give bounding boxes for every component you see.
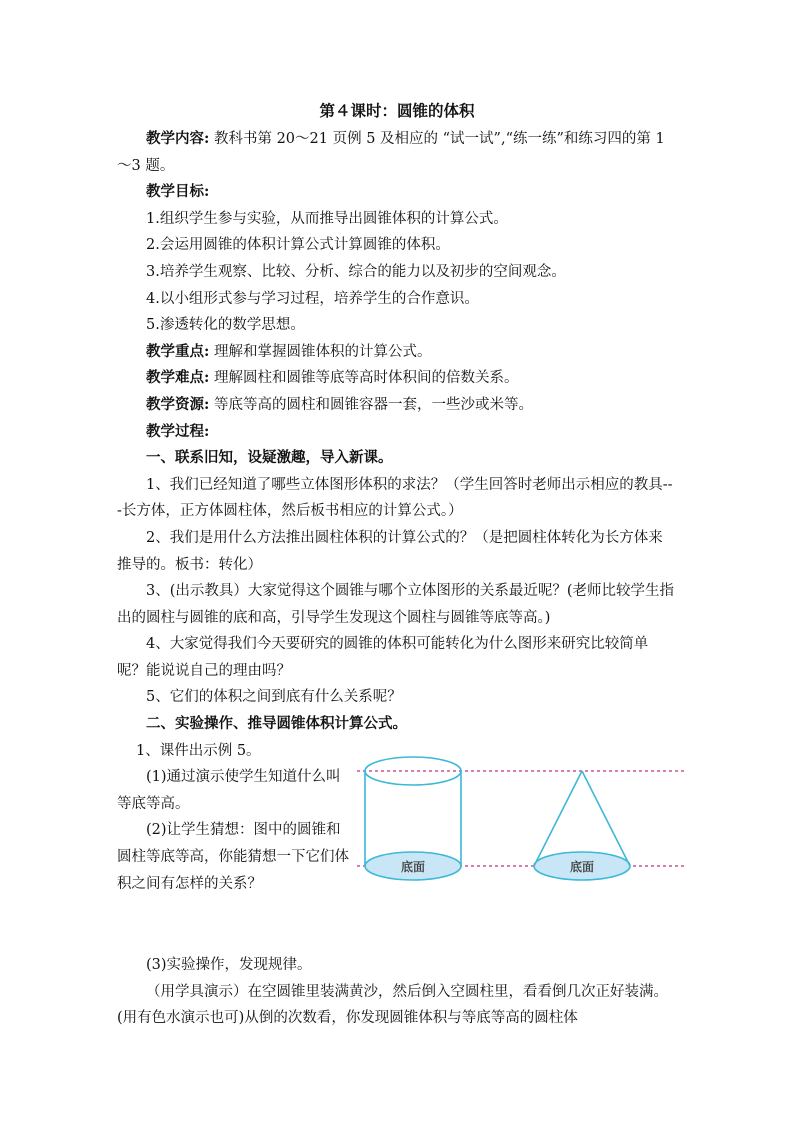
cone-base-label: 底面	[569, 860, 595, 875]
difficulty-label: 教学难点:	[146, 369, 210, 387]
cylinder-base-label: 底面	[400, 860, 426, 875]
section1-heading: 一、联系旧知，设疑激趣，导入新课。	[146, 449, 393, 467]
section1-item: 3、(出示教具）大家觉得这个圆锥与哪个立体图形的关系最近呢？(老师比较学生指出的圆柱与圆锥的底和高，引导学生发现这个圆柱与圆锥等底等高。)	[117, 583, 675, 626]
resources	[117, 392, 677, 419]
process-heading: 教学过程:	[146, 422, 210, 440]
sub-item: (2)让学生猜想：图中的圆锥和圆柱等底等高，你能猜想一下它们体积之间有怎样的关系？	[117, 822, 349, 892]
lesson-page	[117, 99, 677, 1032]
content-label: 教学内容:	[146, 130, 210, 147]
content-paragraph	[117, 126, 677, 179]
key-text: 理解和掌握圆锥体积的计算公式。	[209, 343, 432, 360]
goal-item: 3.培养学生观察、比较、分析、综合的能力以及初步的空间观念。	[146, 263, 566, 280]
resources-text: 等底等高的圆柱和圆锥容器一套，一些沙或米等。	[209, 396, 533, 413]
resources-label: 教学资源:	[146, 395, 210, 413]
section1-item: 4、大家觉得我们今天要研究的圆锥的体积可能转化为什么图形来研究比较简单呢？能说说自己的理由吗？	[117, 636, 649, 679]
difficulty-point	[117, 365, 677, 392]
difficulty-text: 理解圆柱和圆锥等底等高时体积间的倍数关系。	[209, 370, 519, 387]
goal-item: 5.渗透转化的数学思想。	[146, 317, 305, 334]
goal-item: 2.会运用圆锥的体积计算公式计算圆锥的体积。	[146, 237, 450, 254]
goal-item: 1.组织学生参与实验，从而推导出圆锥体积的计算公式。	[146, 210, 508, 227]
goals-heading: 教学目标:	[146, 183, 210, 201]
section2-heading: 二、实验操作、推导圆锥体积计算公式。	[146, 715, 407, 733]
goal-item: 4.以小组形式参与学习过程，培养学生的合作意识。	[146, 290, 479, 307]
figure-text-column	[117, 764, 349, 897]
figure-row	[117, 764, 677, 952]
sub-item: (1)通过演示使学生知道什么叫等底等高。	[117, 769, 341, 812]
key-label: 教学重点:	[146, 342, 210, 360]
section1-item: 2、我们是用什么方法推出圆柱体积的计算公式的？（是把圆柱体转化为长方体来推导的。板书：转化）	[117, 529, 663, 573]
key-point	[117, 339, 677, 366]
page-title: 第４课时：圆锥的体积	[319, 101, 475, 120]
section1-item: 1、我们已经知道了哪些立体图形体积的求法？（学生回答时老师出示相应的教具---长方体，正方体圆柱体，然后板书相应的计算公式。）	[117, 476, 673, 520]
content-text: 教科书第 20～21 页例 5 及相应的 “试一试”,“练一练”和练习四的第 1～3 题。	[117, 131, 665, 174]
cylinder-cone-figure	[357, 754, 687, 934]
experiment-paragraph: （用学具演示）在空圆锥里装满黄沙，然后倒入空圆柱里，看看倒几次正好装满。(用有色水演示也可)从倒的次数看，你发现圆锥体积与等底等高的圆柱体	[117, 983, 668, 1027]
sub-item: (3)实验操作，发现规律。	[146, 957, 312, 974]
section1-item: 5、它们的体积之间到底有什么关系呢？	[146, 689, 402, 706]
section2-item: 1、课件出示例 5。	[136, 742, 261, 759]
